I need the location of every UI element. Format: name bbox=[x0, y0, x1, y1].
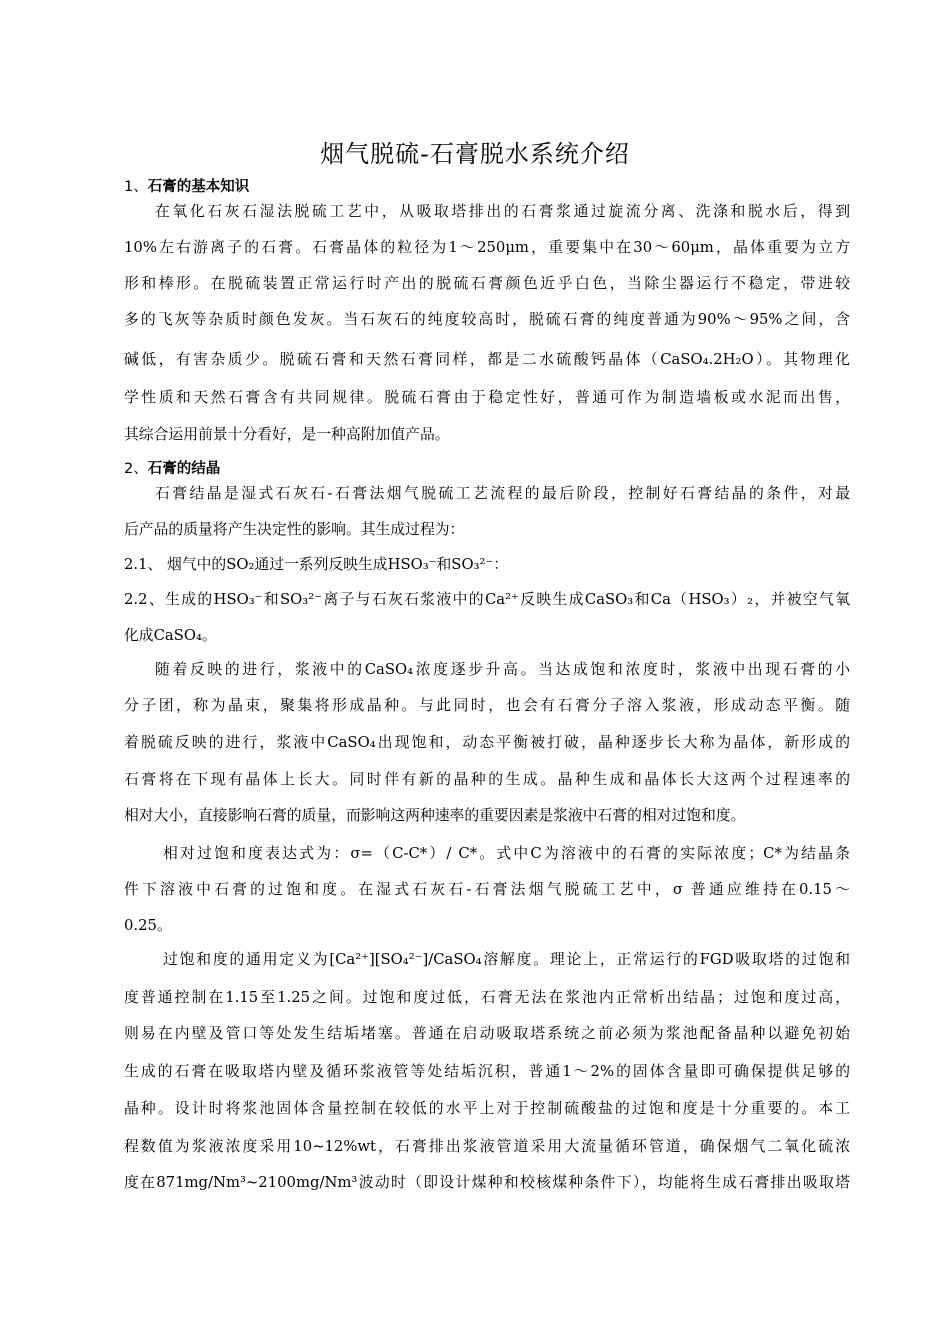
section-1-number: 1、 bbox=[124, 179, 148, 195]
paragraph-line: 生成的石膏在吸取塔内壁及循环浆液管等处结垢沉积，普通1～2%的固体含量即可确保提供足够的 bbox=[124, 1063, 850, 1080]
paragraph-line: 件下溶液中石膏的过饱和度。在湿式石灰石-石膏法烟气脱硫工艺中，σ 普通应维持在0.15～ bbox=[124, 881, 850, 898]
paragraph-line: 分子团，称为晶束，聚集将形成晶种。与此同时，也会有石膏分子溶入浆液，形成动态平衡。随 bbox=[124, 697, 850, 714]
paragraph-line: 碱低，有害杂质少。脱硫石膏和天然石膏同样，都是二水硫酸钙晶体（CaSO₄.2H₂O）。其物理化 bbox=[124, 351, 850, 368]
paragraph-line: 后产品的质量将产生决定性的影响。其生成过程为： bbox=[124, 521, 465, 538]
paragraph-line: 10%左右游离子的石膏。石膏晶体的粒径为1～250μm，重要集中在30～60μm，晶体重要为立方 bbox=[124, 239, 850, 256]
paragraph-line: 0.25。 bbox=[124, 917, 172, 934]
paragraph-line: 相对大小，直接影响石膏的质量，而影响这两种速率的重要因素是浆液中石膏的相对过饱和度。 bbox=[124, 807, 746, 824]
section-2-number: 2、 bbox=[124, 461, 148, 477]
document-title: 烟气脱硫-石膏脱水系统介绍 bbox=[320, 140, 630, 168]
section-1-heading bbox=[124, 177, 850, 197]
paragraph-line: 着脱硫反映的进行，浆液中CaSO₄出现饱和，动态平衡被打破，晶种逐步长大称为晶体，新形成的 bbox=[124, 734, 850, 751]
paragraph-line: 程数值为浆液浓度采用10~12%wt，石膏排出浆液管道采用大流量循环管道，确保烟气二氧化硫浓 bbox=[124, 1138, 850, 1155]
formula-line: 相对过饱和度表达式为：σ=（C-C*）/ C*。式中C为溶液中的石膏的实际浓度；C*为结晶条 bbox=[163, 845, 850, 862]
section-2-heading bbox=[124, 459, 850, 479]
paragraph-line: 形和棒形。在脱硫装置正常运行时产出的脱硫石膏颜色近乎白色，当除尘器运行不稳定，带进较 bbox=[124, 275, 850, 292]
paragraph-line: 多的飞灰等杂质时颜色发灰。当石灰石的纯度较高时，脱硫石膏的纯度普通为90%～95%之间，含 bbox=[124, 311, 850, 328]
step-2-2-cont: 化成CaSO₄。 bbox=[124, 627, 217, 644]
paragraph-line: 随着反映的进行，浆液中的CaSO₄浓度逐步升高。当达成饱和浓度时，浆液中出现石膏的小 bbox=[155, 661, 850, 678]
paragraph-line: 度普通控制在1.15至1.25之间。过饱和度过低，石膏无法在浆池内正常析出结晶；过饱和度过高， bbox=[124, 989, 850, 1006]
section-1-title: 石膏的基本知识 bbox=[147, 179, 250, 195]
paragraph-line: 学性质和天然石膏含有共同规律。脱硫石膏由于稳定性好，普通可作为制造墙板或水泥而出售， bbox=[124, 389, 850, 406]
paragraph-line: 在氧化石灰石湿法脱硫工艺中，从吸取塔排出的石膏浆通过旋流分离、洗涤和脱水后，得到 bbox=[155, 203, 850, 220]
paragraph-line: 则易在内壁及管口等处发生结垢堵塞。普通在启动吸取塔系统之前必须为浆池配备晶种以避免初始 bbox=[124, 1025, 850, 1042]
step-2-1: 2.1、 烟气中的SO₂通过一系列反映生成HSO₃⁻和SO₃²⁻： bbox=[124, 556, 509, 573]
step-2-2: 2.2、生成的HSO₃⁻和SO₃²⁻离子与石灰石浆液中的Ca²⁺反映生成CaSO₃和Ca（HSO₃）₂，并被空气氧 bbox=[124, 591, 850, 608]
paragraph-line: 其综合运用前景十分看好，是一种高附加值产品。 bbox=[124, 426, 450, 443]
paragraph-line: 石膏将在下现有晶体上长大。同时伴有新的晶种的生成。晶种生成和晶体长大这两个过程速率的 bbox=[124, 771, 850, 788]
paragraph-line: 晶种。设计时将浆池固体含量控制在较低的水平上对于控制硫酸盐的过饱和度是十分重要的。本工 bbox=[124, 1100, 850, 1117]
paragraph-line: 过饱和度的通用定义为[Ca²⁺][SO₄²⁻]/CaSO₄溶解度。理论上，正常运行的FGD吸取塔的过饱和 bbox=[163, 951, 850, 968]
section-2-title: 石膏的结晶 bbox=[147, 461, 221, 477]
paragraph-line: 石膏结晶是湿式石灰石-石膏法烟气脱硫工艺流程的最后阶段，控制好石膏结晶的条件，对最 bbox=[155, 485, 850, 502]
paragraph-line: 度在871mg/Nm³~2100mg/Nm³波动时（即设计煤种和校核煤种条件下），均能将生成石膏排出吸取塔 bbox=[124, 1174, 850, 1191]
